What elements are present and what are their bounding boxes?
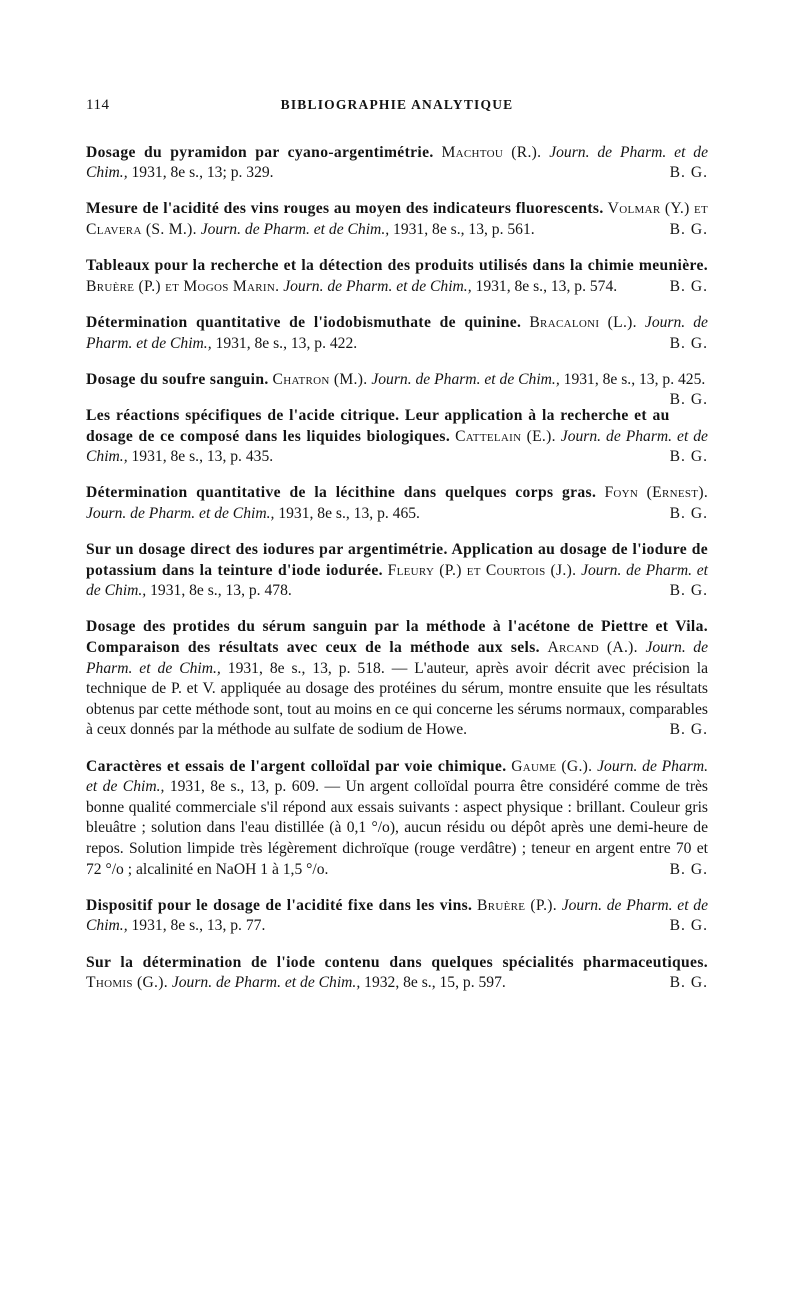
entry-citation: 1931, 8e s., 13, p. 574. [475,277,618,295]
bibliography-entry [86,540,708,602]
entry-journal: Journ. de Pharm. et de Chim., [86,143,708,182]
entry-journal: Journ. de Pharm. et de Chim., [86,757,708,796]
entry-signature: B. G. [669,721,708,739]
bibliography-entry [86,896,708,937]
bibliography-entry [86,313,708,354]
entry-journal: Journ. de Pharm. et de Chim., [171,974,361,992]
bibliography-entry [86,483,708,524]
entry-authors: Volmar (Y.) et Clavera (S. M.). [86,200,708,238]
entry-title: Dosage du pyramidon par cyano-argentimétrie. [86,143,434,161]
bibliography-entry [86,757,708,881]
entry-signature: B. G. [669,860,708,878]
entry-signature: B. G. [669,277,708,295]
bibliography-list [86,127,708,1008]
entry-citation: 1931, 8e s., 13, p. 518. [227,659,385,677]
entry-citation: 1931, 8e s., 13, p. 435. [131,448,274,466]
entry-citation: 1931, 8e s., 13, p. 609. [169,778,320,796]
entry-citation: 1932, 8e s., 15, p. 597. [364,974,506,992]
entry-authors: Gaume (G.). [511,757,593,775]
entry-journal: Journ. de Pharm. et de Chim., [86,896,708,935]
bibliography-entry [86,256,708,297]
entry-citation: 1931, 8e s., 13, p. 422. [215,334,358,352]
entry-journal: Journ. de Pharm. et de Chim., [86,561,708,600]
entry-authors: Bruère (P.) et Mogos Marin. [86,277,280,295]
entry-citation: 1931, 8e s., 13, p. 465. [278,504,420,522]
entry-title: Dispositif pour le dosage de l'acidité fixe dans les vins. [86,896,473,914]
entry-authors: Cattelain (E.). [455,427,556,445]
entry-journal: Journ. de Pharm. et de Chim., [283,277,472,295]
entry-signature: B. G. [669,334,708,352]
entry-title: Dosage des protides du sérum sanguin par la méthode à l'acétone de Piettre et Vila. Comparaison des résultats avec ceux de la méthode aux sels. [86,618,708,657]
entry-journal: Journ. de Pharm. et de Chim., [200,220,390,238]
bibliography-entry [86,406,708,468]
entry-authors: Bruère (P.). [477,896,557,914]
entry-signature: B. G. [669,448,708,466]
entry-signature: B. G. [669,504,708,522]
entry-abstract: — Un argent colloïdal pourra être considéré comme de très bonne qualité commerciale s'il répond aux essais suivants : aspect physique : brillant. Couleur gris bleuâtre ; solution dans l'eau distillée (à 0,1 °/o), aucun résidu ou dépôt après une demi-heure de repos. Solution limpide très légèrement dichroïque (rouge verdâtre) ; teneur en argent entre 70 et 72 °/o ; alcalinité en NaOH 1 à 1,5 °/o. [86,778,709,878]
entry-title: Caractères et essais de l'argent colloïdal par voie chimique. [86,757,507,775]
entry-title: Détermination quantitative de l'iodobismuthate de quinine. [86,313,522,331]
entry-title: Tableaux pour la recherche et la détection des produits utilisés dans la chimie meunière. [86,257,708,275]
entry-abstract: — L'auteur, après avoir décrit avec précision la technique de P. et V. appliquée au dosage des protéines du sérum, montre ensuite que les résultats obtenus par cette méthode sont, tout au moins en ce qui concerne les sérums normaux, comparables à ceux donnés par la méthode au sulfate de sodium de Howe. [86,659,708,739]
entry-signature: B. G. [669,220,708,238]
bibliography-entry [86,617,708,741]
entry-citation: 1931, 8e s., 13, p. 77. [131,917,266,935]
entry-signature: B. G. [669,582,708,600]
entry-journal: Journ. de Pharm. et de Chim., [371,370,560,388]
entry-title: Mesure de l'acidité des vins rouges au moyen des indicateurs fluorescents. [86,200,604,218]
entry-authors: Thomis (G.). [86,974,168,992]
entry-signature: B. G. [669,164,708,182]
entry-authors: Foyn (Ernest). [604,484,709,502]
entry-authors: Bracaloni (L.). [529,313,637,331]
entry-title: Sur la détermination de l'iode contenu dans quelques spécialités pharmaceutiques. [86,953,708,971]
entry-authors: Fleury (P.) et Courtois (J.). [387,561,577,579]
entry-title: Dosage du soufre sanguin. [86,370,269,388]
entry-journal: Journ. de Pharm. et de Chim., [86,504,275,522]
entry-citation: 1931, 8e s., 13; p. 329. [131,164,274,182]
entry-title: Les réactions spécifiques de l'acide citrique. Leur application à la recherche et au dosage de ce composé dans les liquides biologiques. [86,406,670,445]
entry-journal: Journ. de Pharm. et de Chim., [86,427,708,466]
entry-authors: Machtou (R.). [441,143,542,161]
running-head [86,97,708,121]
entry-citation: 1931, 8e s., 13, p. 561. [393,220,535,238]
bibliography-entry [86,199,708,240]
entry-authors: Chatron (M.). [272,370,368,388]
bibliography-entry [86,953,708,994]
entry-title: Détermination quantitative de la lécithine dans quelques corps gras. [86,484,597,502]
entry-title: Sur un dosage direct des iodures par argentimétrie. Application au dosage de l'iodure de potassium dans la teinture d'iode iodurée. [86,541,708,579]
page-header: BIBLIOGRAPHIE ANALYTIQUE [280,97,514,112]
entry-signature: B. G. [669,917,708,935]
entry-signature: B. G. [669,974,708,992]
entry-journal: Journ. de Pharm. et de Chim., [86,639,709,677]
entry-citation: 1931, 8e s., 13, p. 478. [150,582,292,600]
page-number: 114 [86,97,110,113]
bibliography-entry [86,370,708,409]
entry-authors: Arcand (A.). [547,639,638,657]
entry-signature: B. G. [669,391,708,409]
bibliography-entry [86,143,708,184]
entry-citation: 1931, 8e s., 13, p. 425. [563,370,706,388]
entry-journal: Journ. de Pharm. et de Chim., [86,313,708,352]
